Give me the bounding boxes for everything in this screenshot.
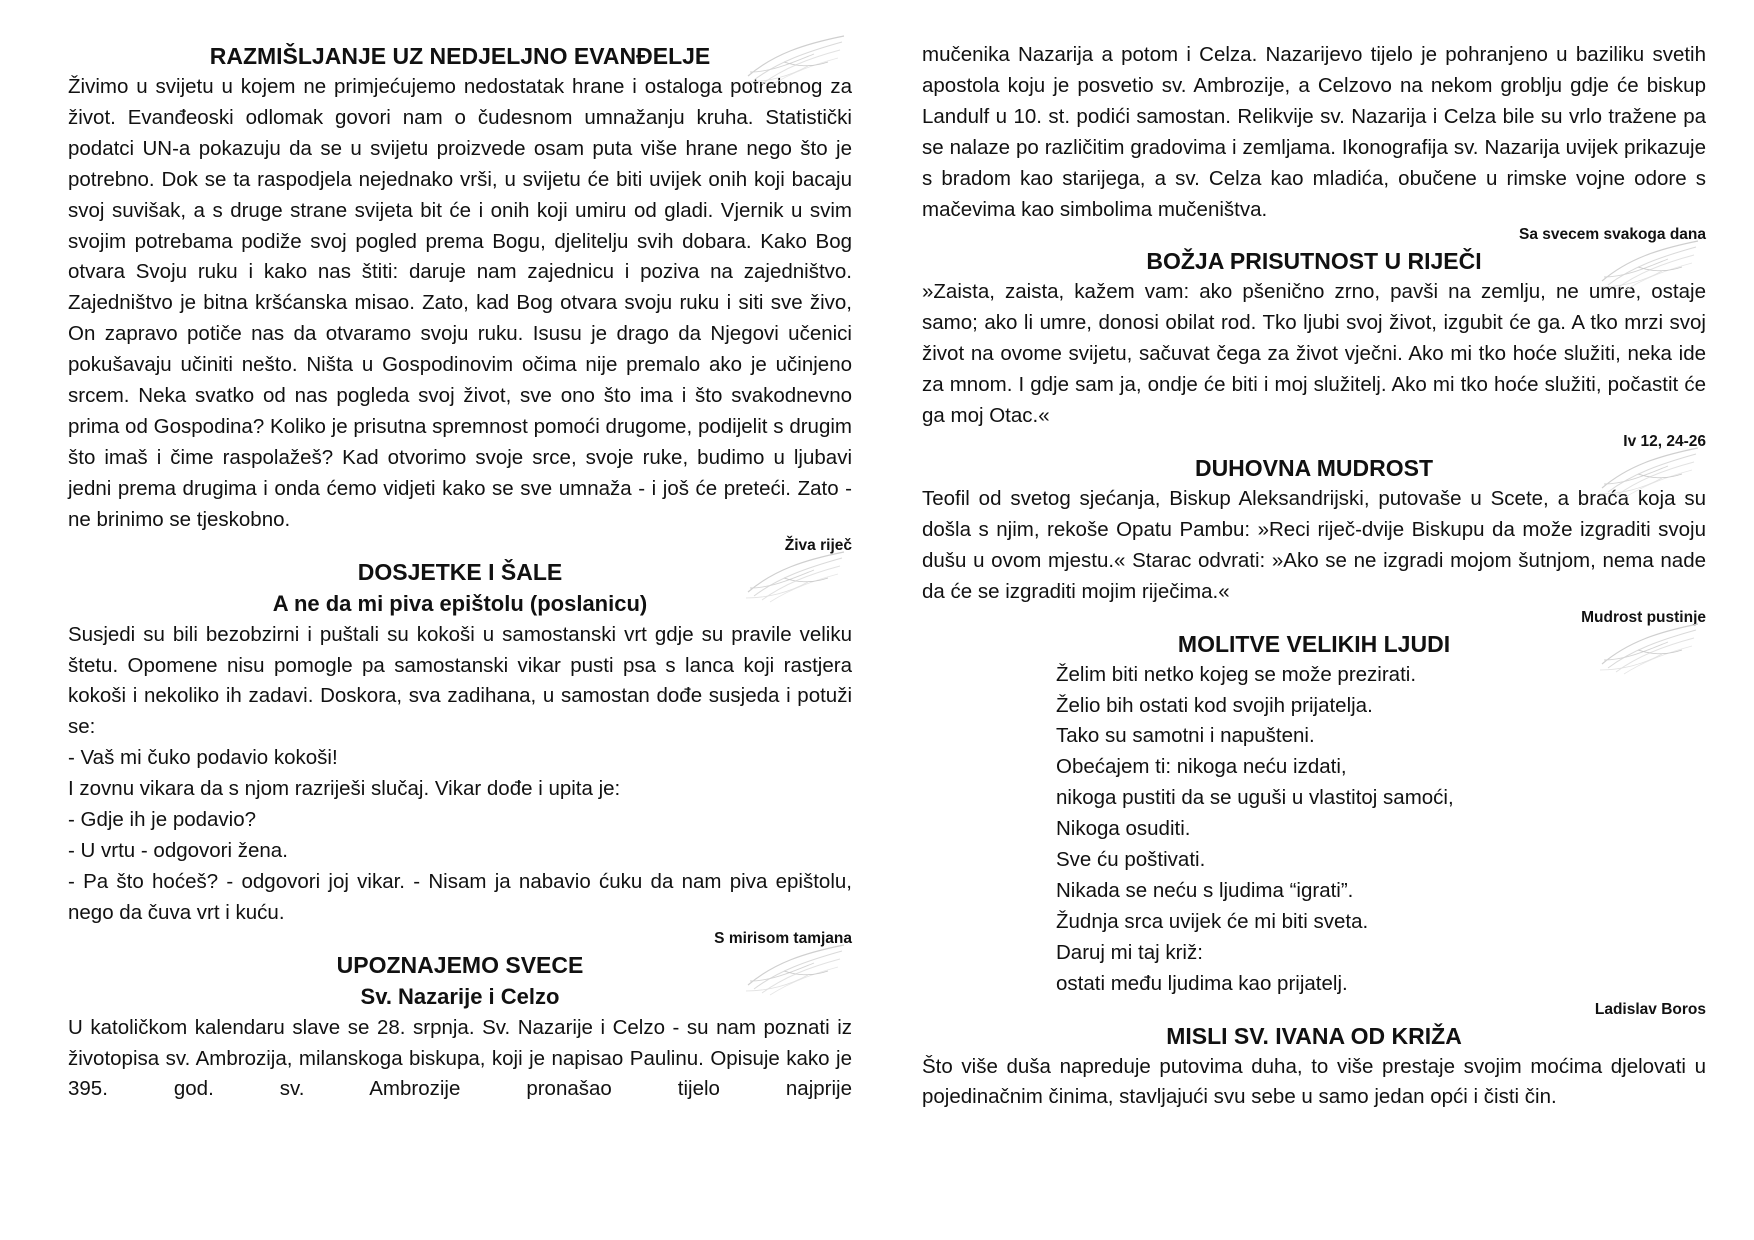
- poem-line: Obećajem ti: nikoga neću izdati,: [1056, 755, 1347, 779]
- jokes-title: DOSJETKE I ŠALE: [357, 558, 563, 585]
- prayer-poem: [922, 660, 1706, 1000]
- feather-icon: [744, 941, 848, 999]
- gospel-text: »Zaista, zaista, kažem vam: ako pšenično zrno, pavši na zemlju, ne umre, ostaje samo; ako li umre, donosi obilat rod. Tko ljubi svoj život, izgubit će ga. A tko mrzi svoj život na ovome svijetu, sačuvat čega za život vječni. Ako mi tko hoće služiti, neka ide za mnom. I gdje sam ja, ondje će biti i moj služitelj. Ako mi tko hoće služiti, počastit će ga moj Otac.«: [922, 280, 1706, 428]
- poem-line: Žudnja srca uvijek će mi biti sveta.: [1056, 909, 1369, 933]
- dialogue-line: - Gdje ih je podavio?: [68, 808, 257, 832]
- section-heading: [922, 1020, 1706, 1052]
- saints-title: UPOZNAJEMO SVECE: [336, 951, 584, 978]
- section-heading: [922, 628, 1706, 660]
- poem-line: Nikoga osuditi.: [1056, 817, 1191, 841]
- jokes-subtitle: A ne da mi piva epištolu (poslanicu): [272, 590, 648, 616]
- reflection-text: Živimo u svijetu u kojem ne primjećujemo nedostatak hrane i ostaloga potrebnog za život. Evanđeoski odlomak govori nam o čudesnom umnažanju kruha. Statistički podatci UN-a pokazuju da se u svijetu proizvede osam puta više hrane nego što je potrebno. Dok se ta raspodjela nejednako vrši, u svijetu će biti uvijek onih koji bacaju svoj suvišak, a s druge strane svijeta bit će i onih koji umiru od gladi. Vjernik u svim svojim potrebama podiže svoj pogled prema Bogu, djelitelju svih dobara. Kako Bog otvara Svoju ruku i kako nas štiti: daruje nam zajednicu i poziva na zajedništvo. Zajedništvo je bitna kršćanska misao. Zato, kad Bog otvara svoju ruku i siti sve živo, On zapravo potiče nas da otvaramo svoju ruku. Isusu je drago da Njegovi učenici pokušavaju učiniti nešto. Ništa u Gospodinovim očima nije premalo ako je učinjeno srcem. Neka svatko od nas pogleda svoj život, sve ono što ima i što svakodnevno prima od Gospodina? Koliko je prisutna spremnost pomoći drugome, podijelit s drugim što imaš i čime raspolažeš? Kad otvorimo svoje srce, svoje ruke, budimo u ljubavi jedni prema drugima i onda ćemo vidjeti kako se sve umnaža - i još će preteći. Zato - ne brinimo se tjeskobno.: [68, 75, 852, 531]
- section-heading: [68, 949, 852, 981]
- thoughts-text: Što više duša napreduje putovima duha, to više prestaje svojim moćima djelovati u pojedinačnim činima, stavljajući svu sebe u samo jedan opći i čisti čin.: [922, 1054, 1706, 1109]
- gospel-reference: Iv 12, 24-26: [1623, 432, 1706, 450]
- poem-line: Tako su samotni i napušteni.: [1056, 724, 1315, 748]
- section-heading: [68, 556, 852, 588]
- wisdom-source: Mudrost pustinje: [1581, 608, 1706, 626]
- saints-text-continued: mučenika Nazarija a potom i Celza. Nazarijevo tijelo je pohranjeno u baziliku svetih apostola koju je posvetio sv. Ambrozije, a Celzovo na nekom groblju gdje će biskup Landulf u 10. st. podići samostan. Relikvije sv. Nazarija i Celza bile su vrlo tražene pa se nalaze po različitim gradovima i zemljama. Ikonografija sv. Nazarija uvijek prikazuje s bradom kao starijega, a sv. Celza kao mladića, obučene u rimske vojne odore s mačevima kao simbolima mučeništva.: [922, 43, 1706, 221]
- gospel-title: BOŽJA PRISUTNOST U RIJEČI: [1146, 248, 1482, 275]
- right-column: [922, 40, 1706, 1113]
- feather-icon: [1598, 237, 1702, 295]
- section-heading: [922, 452, 1706, 484]
- feather-icon: [744, 32, 848, 90]
- wisdom-text: Teofil od svetog sjećanja, Biskup Aleksandrijski, putovaše u Scete, a braća koja su došla s njim, rekoše Opatu Pambu: »Reci riječ-dvije Biskupu da može izgraditi svoju dušu u ovom mjestu.« Starac odvrati: »Ako se ne izgradi mojom šutnjom, nema nade da će se izgraditi mojim riječima.«: [922, 486, 1706, 603]
- saints-source: Sa svecem svakoga dana: [1519, 226, 1706, 244]
- dialogue-line: - U vrtu - odgovori žena.: [68, 838, 288, 862]
- jokes-intro: Susjedi su bili bezobzirni i puštali su kokoši u samostanski vrt gdje su pravile veliku štetu. Opomene nisu pomogle pa samostanski vikar pusti psa s lanca koji rastjera kokoši i nekoliko ih zadavi. Doskora, sva zadihana, u samostan dođe susjeda i potuži se:: [68, 622, 852, 739]
- poem-line: Daruj mi taj križ:: [1056, 940, 1203, 964]
- poem-line: Nikada se neću s ljudima “igrati”.: [1056, 878, 1354, 902]
- dialogue-line: I zovnu vikara da s njom razriješi slučaj. Vikar dođe i upita je:: [68, 777, 621, 801]
- dialogue-line: - Vaš mi čuko podavio kokoši!: [68, 746, 338, 770]
- thoughts-title: MISLI SV. IVANA OD KRIŽA: [1166, 1022, 1462, 1049]
- poem-line: ostati među ljudima kao prijatelj.: [1056, 971, 1348, 995]
- feather-icon: [744, 548, 848, 606]
- saints-subtitle: Sv. Nazarije i Celzo: [360, 983, 560, 1009]
- section-heading: [68, 40, 852, 72]
- poem-line: Želim biti netko kojeg se može prezirati.: [1056, 662, 1417, 686]
- section-heading: [922, 245, 1706, 277]
- feather-icon: [1598, 620, 1702, 678]
- prayer-author: Ladislav Boros: [1594, 1000, 1706, 1018]
- wisdom-title: DUHOVNA MUDROST: [1194, 454, 1434, 481]
- reflection-title: RAZMIŠLJANJE UZ NEDJELJNO EVANĐELJE: [209, 43, 711, 69]
- jokes-source: S mirisom tamjana: [714, 929, 852, 947]
- poem-line: Sve ću poštivati.: [1056, 848, 1206, 872]
- left-column: [68, 40, 852, 1105]
- feather-icon: [1598, 444, 1702, 502]
- prayers-title: MOLITVE VELIKIH LJUDI: [1177, 630, 1451, 657]
- poem-line: nikoga pustiti da se uguši u vlastitoj samoći,: [1056, 786, 1454, 810]
- saints-text: U katoličkom kalendaru slave se 28. srpnja. Sv. Nazarije i Celzo - su nam poznati iz životopisa sv. Ambrozija, milanskoga biskupa, koji je napisao Paulinu. Opisuje kako je 395. god. sv. Ambrozije pronašao tijelo najprije: [68, 1015, 852, 1101]
- poem-line: Želio bih ostati kod svojih prijatelja.: [1056, 693, 1373, 717]
- dialogue-line: - Pa što hoćeš? - odgovori joj vikar. - Nisam ja nabavio ćuku da nam piva epištolu, nego da čuva vrt i kuću.: [68, 869, 852, 924]
- reflection-source: Živa riječ: [784, 536, 852, 554]
